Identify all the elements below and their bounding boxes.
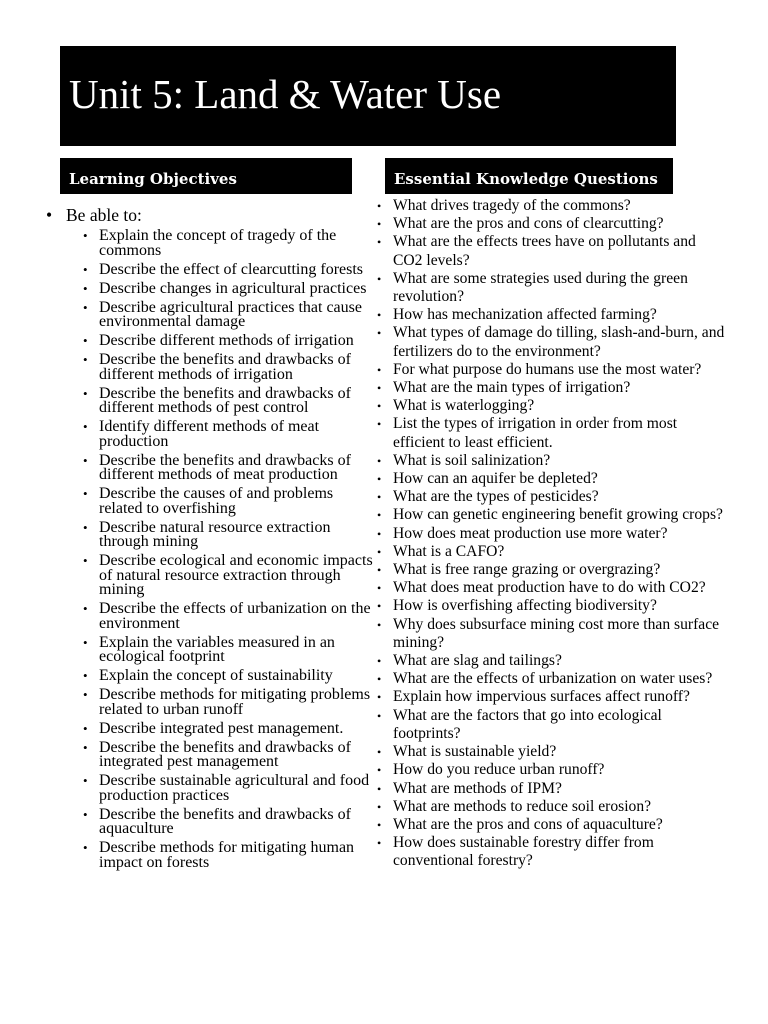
question-item: • How do you reduce urban runoff? — [375, 761, 725, 779]
question-item: • What are the factors that go into ecological footprints? — [375, 707, 725, 743]
objective-item: • Describe the effects of urbanization on the environment — [83, 602, 376, 631]
objective-item: • Describe the causes of and problems related to overfishing — [83, 487, 376, 516]
question-item: • For what purpose do humans use the most water? — [375, 361, 725, 379]
objectives-list — [46, 229, 376, 870]
question-item: • What are the pros and cons of aquaculture? — [375, 816, 725, 834]
question-item: • What is a CAFO? — [375, 543, 725, 561]
objective-item: • Describe ecological and economic impacts of natural resource extraction through mining — [83, 554, 376, 598]
objective-item: • Describe the benefits and drawbacks of different methods of pest control — [83, 387, 376, 416]
objective-item: • Describe the benefits and drawbacks of integrated pest management — [83, 741, 376, 770]
objective-item: • Identify different methods of meat production — [83, 420, 376, 449]
question-item: • How does meat production use more water? — [375, 525, 725, 543]
objective-item: • Explain the variables measured in an ecological footprint — [83, 636, 376, 665]
objective-item: • Explain the concept of sustainability — [83, 669, 376, 684]
question-item: • What is soil salinization? — [375, 452, 725, 470]
question-item: • Why does subsurface mining cost more than surface mining? — [375, 616, 725, 652]
learning-objectives-header: Learning Objectives — [60, 158, 352, 194]
objective-item: • Describe methods for mitigating human impact on forests — [83, 841, 376, 870]
question-item: • What are the pros and cons of clearcutting? — [375, 215, 725, 233]
question-item: • How does sustainable forestry differ from conventional forestry? — [375, 834, 725, 870]
question-item: • What is free range grazing or overgrazing? — [375, 561, 725, 579]
question-item: • How has mechanization affected farming? — [375, 306, 725, 324]
questions-list — [375, 197, 725, 871]
objective-item: • Explain the concept of tragedy of the commons — [83, 229, 376, 258]
question-item: • What are the types of pesticides? — [375, 488, 725, 506]
objective-item: • Describe different methods of irrigation — [83, 334, 376, 349]
question-item: • What are the effects of urbanization on water uses? — [375, 670, 725, 688]
question-item: • What are slag and tailings? — [375, 652, 725, 670]
objective-item: • Describe the effect of clearcutting forests — [83, 263, 376, 278]
question-item: • How can an aquifer be depleted? — [375, 470, 725, 488]
essential-questions-column — [375, 197, 725, 871]
objective-item: • Describe sustainable agricultural and food production practices — [83, 774, 376, 803]
question-item: • Explain how impervious surfaces affect runoff? — [375, 688, 725, 706]
page-title: Unit 5: Land & Water Use — [60, 46, 676, 146]
objective-item: • Describe the benefits and drawbacks of aquaculture — [83, 808, 376, 837]
bullet-icon: • — [46, 205, 53, 225]
objective-item: • Describe agricultural practices that cause environmental damage — [83, 301, 376, 330]
question-item: • What types of damage do tilling, slash-and-burn, and fertilizers do to the environment? — [375, 324, 725, 360]
objective-item: • Describe methods for mitigating problems related to urban runoff — [83, 688, 376, 717]
question-item: • What are some strategies used during the green revolution? — [375, 270, 725, 306]
objectives-lead-text: Be able to: — [66, 205, 142, 225]
objective-item: • Describe integrated pest management. — [83, 722, 376, 737]
question-item: • What are methods to reduce soil erosion? — [375, 798, 725, 816]
question-item: • What does meat production have to do with CO2? — [375, 579, 725, 597]
objective-item: • Describe natural resource extraction through mining — [83, 521, 376, 550]
question-item: • What are methods of IPM? — [375, 780, 725, 798]
objective-item: • Describe the benefits and drawbacks of different methods of irrigation — [83, 353, 376, 382]
question-item: • How can genetic engineering benefit growing crops? — [375, 506, 725, 524]
essential-questions-header: Essential Knowledge Questions — [385, 158, 673, 194]
objectives-lead — [46, 205, 376, 225]
question-item: • List the types of irrigation in order from most efficient to least efficient. — [375, 415, 725, 451]
objective-item: • Describe the benefits and drawbacks of different methods of meat production — [83, 454, 376, 483]
objective-item: • Describe changes in agricultural practices — [83, 282, 376, 297]
question-item: • What drives tragedy of the commons? — [375, 197, 725, 215]
learning-objectives-column — [46, 205, 376, 875]
question-item: • What is sustainable yield? — [375, 743, 725, 761]
question-item: • What are the effects trees have on pollutants and CO2 levels? — [375, 233, 725, 269]
question-item: • What is waterlogging? — [375, 397, 725, 415]
question-item: • What are the main types of irrigation? — [375, 379, 725, 397]
question-item: • How is overfishing affecting biodiversity? — [375, 597, 725, 615]
